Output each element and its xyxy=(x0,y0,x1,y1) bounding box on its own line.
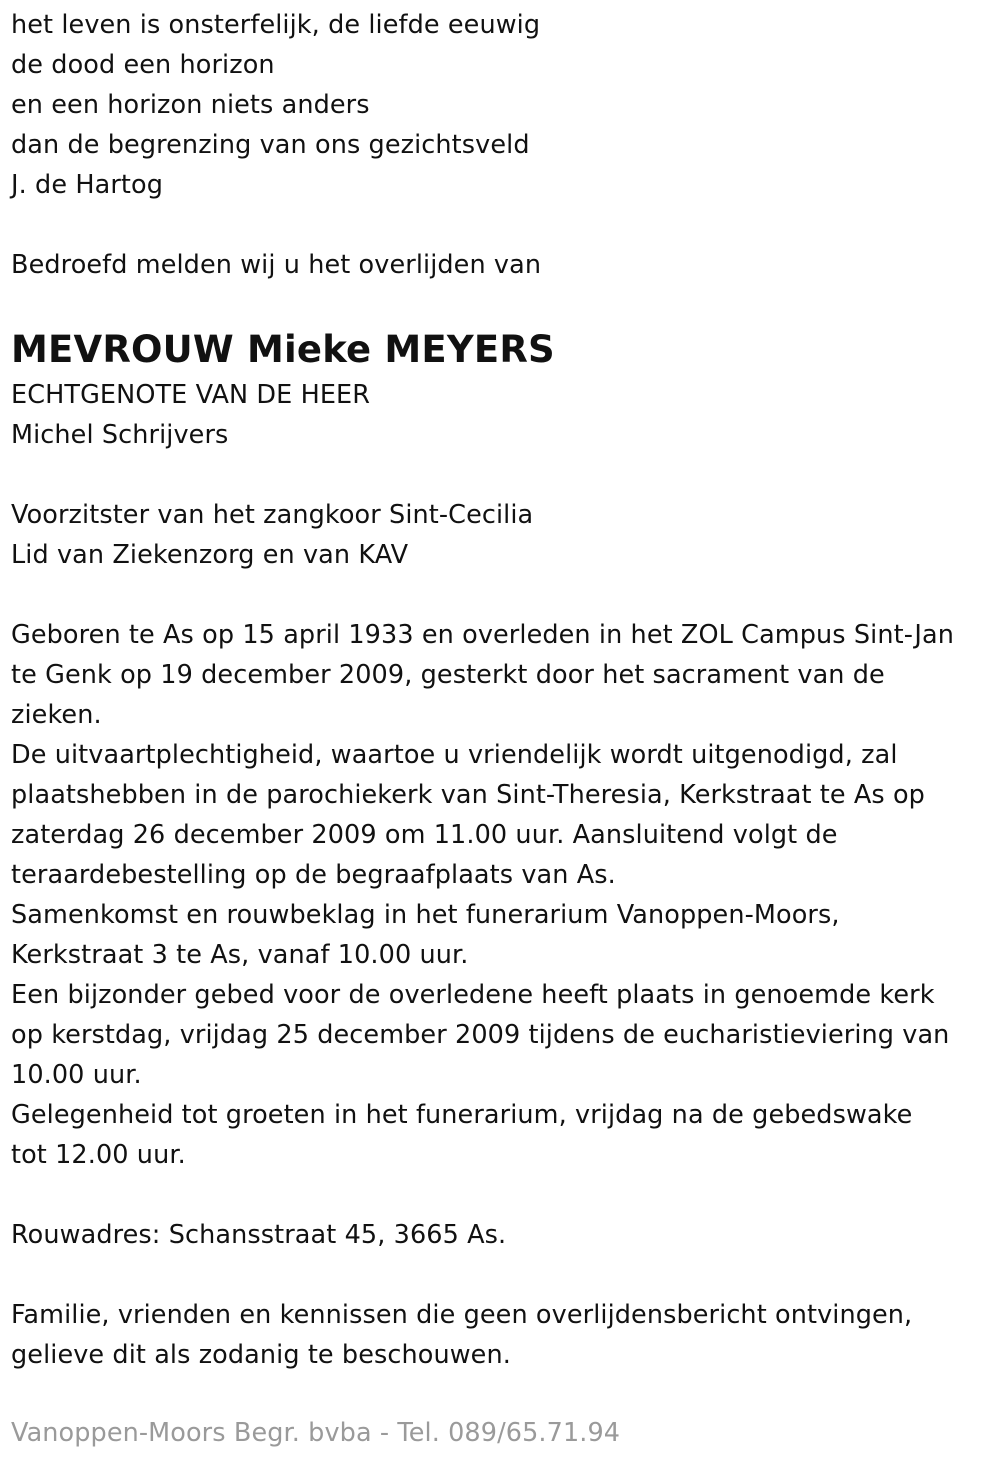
poem-line: en een horizon niets anders xyxy=(11,90,370,120)
poem-line: dan de begrenzing van ons gezichtsveld xyxy=(11,130,530,160)
details-line: Een bijzonder gebed voor de overledene heeft plaats in genoemde kerk xyxy=(11,980,935,1010)
details-line: Kerkstraat 3 te As, vanaf 10.00 uur. xyxy=(11,940,469,970)
details-line: 10.00 uur. xyxy=(11,1060,142,1090)
obituary-document xyxy=(11,5,991,1375)
spacer xyxy=(11,1255,991,1295)
spacer xyxy=(11,575,991,615)
spacer xyxy=(11,205,991,245)
closing-line: gelieve dit als zodanig te beschouwen. xyxy=(11,1340,511,1370)
poem-line: de dood een horizon xyxy=(11,50,275,80)
details-line: Gelegenheid tot groeten in het funerarium, vrijdag na de gebedswake xyxy=(11,1100,913,1130)
details-line: zieken. xyxy=(11,700,102,730)
spacer xyxy=(11,1175,991,1215)
funeral-home-footer: Vanoppen-Moors Begr. bvba - Tel. 089/65.71.94 xyxy=(11,1418,621,1448)
role-line: Voorzitster van het zangkoor Sint-Cecilia xyxy=(11,500,534,530)
poem-author: J. de Hartog xyxy=(11,170,163,200)
mourning-address: Rouwadres: Schansstraat 45, 3665 As. xyxy=(11,1220,507,1250)
details-line: teraardebestelling op de begraafplaats van As. xyxy=(11,860,616,890)
details-line: Geboren te As op 15 april 1933 en overleden in het ZOL Campus Sint-Jan xyxy=(11,620,955,650)
roles xyxy=(11,495,991,575)
closing-line: Familie, vrienden en kennissen die geen overlijdensbericht ontvingen, xyxy=(11,1300,913,1330)
closing-note xyxy=(11,1295,991,1375)
details-line: zaterdag 26 december 2009 om 11.00 uur. Aansluitend volgt de xyxy=(11,820,838,850)
details-line: tot 12.00 uur. xyxy=(11,1140,186,1170)
deceased-name: MEVROUW Mieke MEYERS xyxy=(11,328,555,371)
details-line: te Genk op 19 december 2009, gesterkt door het sacrament van de xyxy=(11,660,885,690)
spacer xyxy=(11,455,991,495)
details-line: Samenkomst en rouwbeklag in het funerarium Vanoppen-Moors, xyxy=(11,900,840,930)
details-line: op kerstdag, vrijdag 25 december 2009 tijdens de eucharistieviering van xyxy=(11,1020,950,1050)
details-line: plaatshebben in de parochiekerk van Sint-Theresia, Kerkstraat te As op xyxy=(11,780,925,810)
poem xyxy=(11,5,991,205)
deceased-relation: ECHTGENOTE VAN DE HEER xyxy=(11,380,371,410)
details-line: De uitvaartplechtigheid, waartoe u vriendelijk wordt uitgenodigd, zal xyxy=(11,740,898,770)
deceased-spouse: Michel Schrijvers xyxy=(11,420,229,450)
role-line: Lid van Ziekenzorg en van KAV xyxy=(11,540,409,570)
funeral-details xyxy=(11,615,991,1175)
announcement-text: Bedroefd melden wij u het overlijden van xyxy=(11,250,542,280)
poem-line: het leven is onsterfelijk, de liefde eeuwig xyxy=(11,10,541,40)
spacer xyxy=(11,285,991,325)
